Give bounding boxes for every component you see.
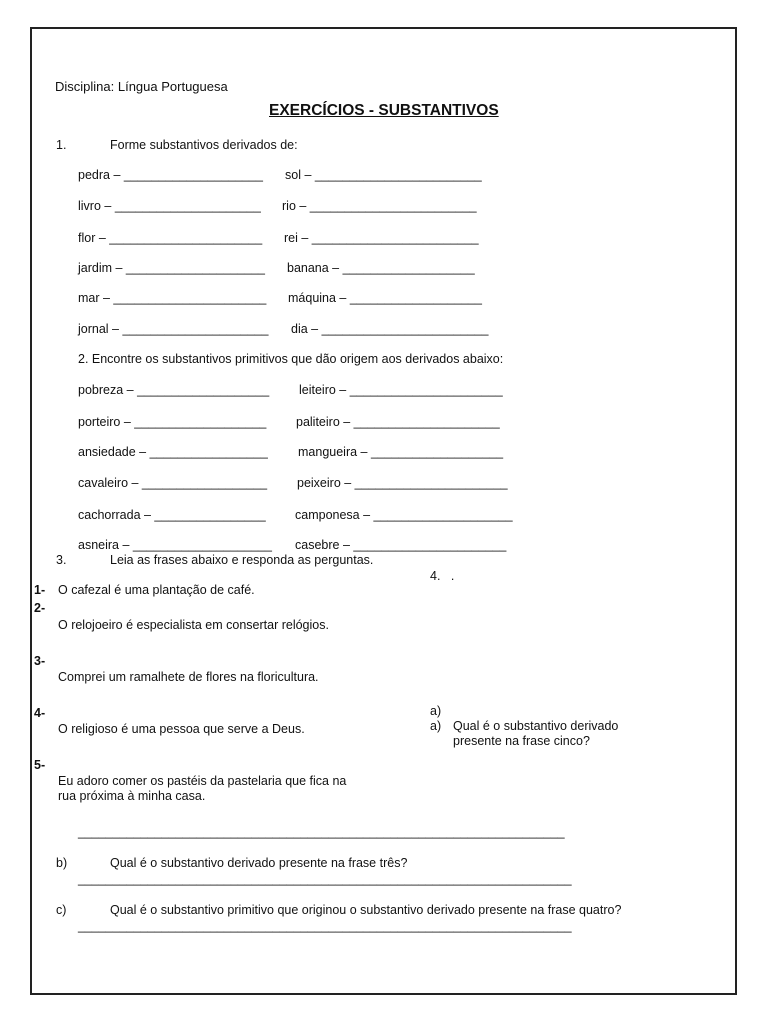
question-a-label: a) [430, 719, 442, 733]
page-title: EXERCÍCIOS - SUBSTANTIVOS [269, 102, 499, 119]
exercise-2-row-left: ansiedade – _________________ [78, 445, 268, 459]
exercise-2-row-left: porteiro – ___________________ [78, 415, 267, 429]
question-c-label: c) [56, 903, 67, 917]
exercise-2-row-left: pobreza – ___________________ [78, 383, 270, 397]
exercise-1-row-left: livro – _____________________ [78, 199, 261, 213]
sentence-text: Comprei um ramalhete de flores na floricultura. [58, 670, 319, 684]
exercise-2-row-right: paliteiro – _____________________ [296, 415, 500, 429]
exercise-2-row-right: camponesa – ____________________ [295, 508, 513, 522]
exercise-1-number: 1. [56, 138, 67, 152]
exercise-3-instruction: Leia as frases abaixo e responda as perguntas. [110, 553, 374, 567]
exercise-1-row-right: banana – ___________________ [287, 261, 475, 275]
sentence-text: O cafezal é uma plantação de café. [58, 583, 255, 597]
answer-line[interactable]: _______________________________________________________________________ [78, 872, 572, 886]
question-b-label: b) [56, 856, 68, 870]
exercise-1-row-left: mar – ______________________ [78, 291, 267, 305]
exercise-2-row-right: casebre – ______________________ [295, 538, 507, 552]
exercise-1-row-right: dia – ________________________ [291, 322, 489, 336]
exercise-2-row-right: peixeiro – ______________________ [297, 476, 508, 490]
sentence-text: O relojoeiro é especialista em consertar relógios. [58, 618, 329, 632]
exercise-2-row-left: cavaleiro – __________________ [78, 476, 268, 490]
sentence-number: 2- [34, 601, 46, 615]
sentence-number: 3- [34, 654, 46, 668]
question-b-text: Qual é o substantivo derivado presente na frase três? [110, 856, 408, 870]
exercise-1-row-right: máquina – ___________________ [288, 291, 482, 305]
exercise-2-row-left: asneira – ____________________ [78, 538, 272, 552]
exercise-1-row-right: sol – ________________________ [285, 168, 482, 182]
exercise-2-row-left: cachorrada – ________________ [78, 508, 266, 522]
discipline-label: Disciplina: Língua Portuguesa [55, 79, 228, 94]
exercise-1-row-right: rei – ________________________ [284, 231, 479, 245]
question-a-empty-label: a) [430, 704, 442, 718]
exercise-2-instruction: 2. Encontre os substantivos primitivos que dão origem aos derivados abaixo: [78, 352, 504, 366]
answer-line[interactable]: _______________________________________________________________________ [78, 919, 572, 933]
item-4-label: 4. . [430, 569, 455, 583]
exercise-1-instruction: Forme substantivos derivados de: [110, 138, 298, 152]
answer-line[interactable]: ______________________________________________________________________ [78, 825, 565, 839]
sentence-number: 4- [34, 706, 46, 720]
question-a-text: Qual é o substantivo derivado presente na frase cinco? [453, 719, 619, 748]
sentence-number: 5- [34, 758, 46, 772]
exercise-1-row-left: jornal – _____________________ [78, 322, 269, 336]
exercise-1-row-left: pedra – ____________________ [78, 168, 263, 182]
question-c-text: Qual é o substantivo primitivo que originou o substantivo derivado presente na frase quatro? [110, 903, 622, 917]
sentence-text: O religioso é uma pessoa que serve a Deus. [58, 722, 305, 736]
exercise-2-row-right: mangueira – ___________________ [298, 445, 504, 459]
exercise-1-row-left: flor – ______________________ [78, 231, 263, 245]
exercise-3-number: 3. [56, 553, 67, 567]
exercise-1-row-left: jardim – ____________________ [78, 261, 265, 275]
exercise-2-row-right: leiteiro – ______________________ [299, 383, 503, 397]
sentence-number: 1- [34, 583, 46, 597]
sentence-text: Eu adoro comer os pastéis da pastelaria que fica na rua próxima à minha casa. [58, 774, 347, 803]
exercise-1-row-right: rio – ________________________ [282, 199, 477, 213]
